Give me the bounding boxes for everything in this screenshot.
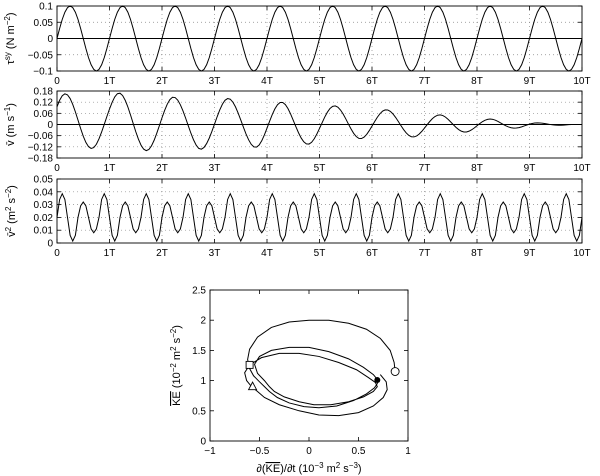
y-tick-label: 0.02 [33,212,53,224]
x-tick-label: 5T [313,248,326,259]
y-tick-label: 0.1 [39,1,53,13]
x-tick-label: 4T [261,248,273,259]
x-label-middle: )/∂t (10 [280,463,315,475]
y-label-end: ) [171,325,183,329]
x-tick-label: 9T [523,248,536,259]
x-tick-label: 2T [156,248,168,259]
x-tick-label: 8T [471,76,483,87]
phase-plot [169,286,412,476]
y-label-units: (m [6,210,18,227]
x-label-exponent-3: −3 [348,460,358,470]
x-tick-label: 10T [573,248,591,259]
x-tick-label: 7T [418,76,431,87]
y-label-exponent: −2 [168,363,178,373]
y-tick-label: −0.06 [27,131,53,143]
x-tick-label: 3T [208,76,221,87]
y-axis-label [169,325,184,406]
y-tick-label: 2.5 [192,285,206,297]
x-tick-label: 1T [103,163,116,174]
y-label-symbol: v̄ [5,140,17,146]
y-axis-label [4,185,19,237]
timeseries-panel-2 [3,87,591,175]
x-label-exponent: −3 [314,460,324,470]
x-tick-label: 0 [54,76,60,87]
y-label-units-close: ) [5,12,17,17]
y-tick-label: 0.5 [192,406,206,418]
y-label-unit-s: s [171,337,183,347]
x-tick-label: 8T [471,248,483,259]
y-tick-label: 1.5 [192,345,206,357]
x-tick-label: 0 [54,248,60,259]
x-tick-label: 10T [573,163,591,174]
x-tick-label: 10T [573,76,591,87]
y-tick-label: 0.06 [33,108,53,120]
y-label-symbol: τ [5,60,17,65]
x-tick-label: 0.5 [351,446,366,457]
y-tick-label: 1 [200,376,206,388]
y-label-exponent-2: −2 [3,188,13,198]
marker-square-open [246,361,253,368]
x-label-end: ) [357,463,362,475]
axes-frame [210,290,408,441]
y-tick-label: 0.18 [33,86,53,98]
marker-triangle-open [249,382,257,390]
x-label-prefix: ∂( [256,463,266,475]
x-tick-label: 4T [261,163,273,174]
y-tick-label: −0.1 [33,66,53,78]
y-label-superscript: sy [2,52,12,61]
y-label-middle: (10 [171,372,183,392]
series-line [57,6,582,71]
marker-circle-filled [374,377,380,383]
y-label-units: (m s [5,115,17,141]
y-label-symbol: v̄ [6,231,18,237]
x-tick-label: −1 [204,446,216,457]
y-label-units-close: ) [5,103,17,107]
series-line [57,194,582,241]
x-tick-label: 8T [471,163,483,174]
y-label-exponent-3: −2 [168,328,178,338]
trajectory-line [245,320,395,415]
x-label-ke: KE [265,463,281,475]
x-label-exponent-2: 2 [335,460,341,470]
marker-circle-open [391,368,399,376]
y-tick-label: 0 [47,34,53,45]
x-label-unit-m: m [323,463,336,475]
y-tick-label: 0 [47,238,53,250]
y-tick-label: 0 [47,120,53,131]
x-tick-label: 9T [523,163,536,174]
x-tick-label: 6T [366,248,378,259]
y-label-exponent: 2 [3,206,13,211]
x-tick-label: 6T [366,76,378,87]
x-tick-label: 9T [523,76,536,87]
y-label-superscript: 2 [3,226,13,232]
x-tick-label: 5T [313,76,326,87]
x-tick-label: 1T [103,76,116,87]
series-line [57,93,572,150]
x-tick-label: 3T [208,163,221,174]
y-tick-label: 0 [200,436,206,448]
x-tick-label: 1T [103,248,116,259]
y-tick-label: 0.03 [33,200,53,212]
x-tick-label: 2T [156,76,168,87]
y-label-exponent-2: 2 [168,346,178,351]
y-tick-label: 0.04 [33,187,53,199]
x-tick-label: 0 [54,163,60,174]
y-label-exponent: −1 [2,106,12,116]
x-tick-label: 7T [418,248,431,259]
y-label-unit-m: m [171,350,183,364]
y-axis-label [3,103,18,146]
y-tick-label: −0.18 [27,153,53,165]
y-tick-label: 0.05 [33,17,53,29]
x-label-unit-s: s [340,463,349,475]
y-axis-label [3,12,18,64]
x-tick-label: 3T [208,248,221,259]
y-label-units: (N m [5,25,17,53]
x-tick-label: −0.5 [249,446,270,457]
y-tick-label: 0.05 [33,174,53,186]
x-tick-label: 4T [261,76,273,87]
y-label-units-close: s [6,197,18,207]
timeseries-panel-1 [3,2,591,88]
x-tick-label: 5T [313,163,326,174]
x-tick-label: 1 [405,446,411,457]
x-tick-label: 2T [156,163,168,174]
x-axis-label [256,461,361,476]
y-tick-label: 2 [200,315,206,327]
x-tick-label: 7T [418,163,431,174]
x-tick-label: 0 [306,446,312,457]
y-tick-label: 0.12 [33,97,53,109]
y-tick-label: −0.05 [27,50,53,62]
y-label-end: ) [6,185,18,189]
timeseries-panel-3 [4,175,591,260]
y-label-ke: KE [171,391,183,406]
y-tick-label: −0.12 [27,142,53,154]
y-label-exponent: −2 [2,16,12,26]
y-tick-label: 0.01 [33,225,53,237]
x-tick-label: 6T [366,163,378,174]
